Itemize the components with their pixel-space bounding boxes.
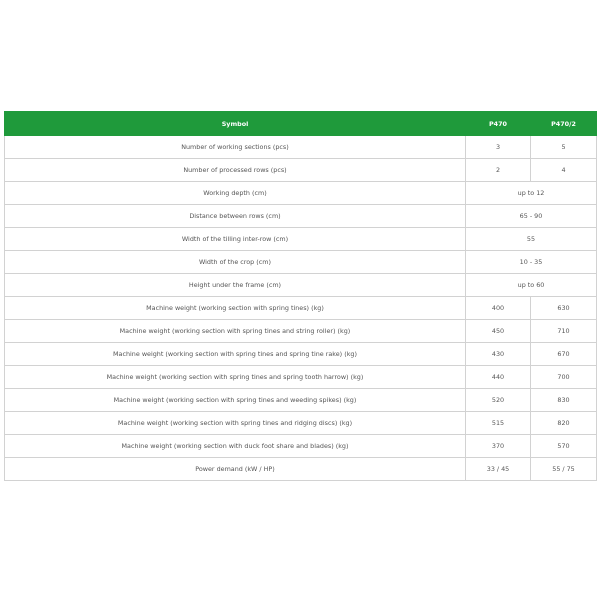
row-label: Machine weight (working section with spring tines) (kg) [5, 297, 466, 320]
table-row [5, 458, 597, 481]
value-p470-2: 820 [531, 412, 597, 435]
row-label: Machine weight (working section with spring tines and ridging discs) (kg) [5, 412, 466, 435]
value-p470-2: 5 [531, 136, 597, 159]
value-shared: up to 60 [466, 274, 597, 297]
value-p470: 450 [466, 320, 531, 343]
table-row [5, 435, 597, 458]
table-row [5, 251, 597, 274]
value-p470: 430 [466, 343, 531, 366]
table-row [5, 412, 597, 435]
value-p470-2: 570 [531, 435, 597, 458]
table-row [5, 205, 597, 228]
specification-table [4, 111, 597, 481]
row-label: Working depth (cm) [5, 182, 466, 205]
row-label: Machine weight (working section with spring tines and spring tooth harrow) (kg) [5, 366, 466, 389]
value-p470: 3 [466, 136, 531, 159]
value-p470-2: 4 [531, 159, 597, 182]
row-label: Width of the crop (cm) [5, 251, 466, 274]
row-label: Width of the tilling inter-row (cm) [5, 228, 466, 251]
table-row [5, 136, 597, 159]
value-p470-2: 670 [531, 343, 597, 366]
table-row [5, 274, 597, 297]
value-shared: up to 12 [466, 182, 597, 205]
table-row [5, 389, 597, 412]
row-label: Number of working sections (pcs) [5, 136, 466, 159]
table-row [5, 228, 597, 251]
value-p470: 400 [466, 297, 531, 320]
table-header-row [5, 112, 597, 136]
value-p470: 370 [466, 435, 531, 458]
value-p470-2: 710 [531, 320, 597, 343]
header-symbol: Symbol [5, 112, 466, 136]
value-p470: 33 / 45 [466, 458, 531, 481]
row-label: Height under the frame (cm) [5, 274, 466, 297]
row-label: Power demand (kW / HP) [5, 458, 466, 481]
table-row [5, 366, 597, 389]
row-label: Number of processed rows (pcs) [5, 159, 466, 182]
header-p470: P470 [466, 112, 531, 136]
table-row [5, 297, 597, 320]
value-p470: 515 [466, 412, 531, 435]
row-label: Machine weight (working section with spring tines and weeding spikes) (kg) [5, 389, 466, 412]
row-label: Machine weight (working section with spring tines and string roller) (kg) [5, 320, 466, 343]
value-shared: 65 - 90 [466, 205, 597, 228]
value-p470-2: 55 / 75 [531, 458, 597, 481]
value-p470: 440 [466, 366, 531, 389]
value-shared: 55 [466, 228, 597, 251]
header-p470-2: P470/2 [531, 112, 597, 136]
value-p470-2: 830 [531, 389, 597, 412]
table-row [5, 182, 597, 205]
value-p470: 520 [466, 389, 531, 412]
row-label: Machine weight (working section with spring tines and spring tine rake) (kg) [5, 343, 466, 366]
table-row [5, 159, 597, 182]
value-p470-2: 630 [531, 297, 597, 320]
table-row [5, 320, 597, 343]
row-label: Distance between rows (cm) [5, 205, 466, 228]
table-row [5, 343, 597, 366]
value-p470-2: 700 [531, 366, 597, 389]
value-shared: 10 - 35 [466, 251, 597, 274]
row-label: Machine weight (working section with duck foot share and blades) (kg) [5, 435, 466, 458]
value-p470: 2 [466, 159, 531, 182]
